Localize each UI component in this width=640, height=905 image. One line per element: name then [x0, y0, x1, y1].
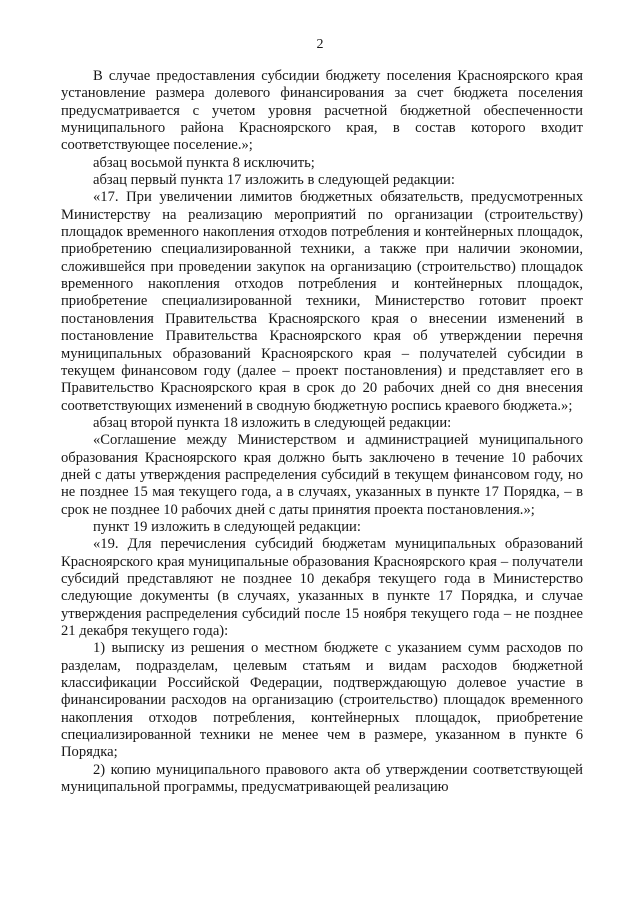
paragraph-subsidy-settlement: В случае предоставления субсидии бюджету поселения Красноярского края установление размера долевого финансирования за счет бюджета поселения предусматривается с учетом уровня расчетной бюджетной обеспеченности муниципального района Красноярского края, в состав которого входит соответствующее поселение.»; — [61, 68, 583, 154]
paragraph-item-19-text: «19. Для перечисления субсидий бюджетам муниципальных образований Красноярского края муниципальные образования Красноярского края – получатели субсидий представляют не позднее 10 декабря текущего года в Министерство следующие документы (в случаях, указанных в пункте 17 Порядка, и случае утверждения распределения субсидий после 15 ноября текущего года – не позднее 21 декабря текущего года): — [61, 536, 583, 639]
paragraph-item-18-intro: абзац второй пункта 18 изложить в следующей редакции: — [93, 414, 452, 431]
paragraph-item-8-exclude: абзац восьмой пункта 8 исключить; — [93, 154, 315, 171]
paragraph-subitem-1: 1) выписку из решения о местном бюджете с указанием сумм расходов по разделам, подразделам, целевым статьям и видам расходов бюджетной классификации Российской Федерации, подтверждающую долевое участие в финансировании расходов на организацию (строительство) площадок временного накопления отходов потребления, контейнерных площадок, приобретение специализированной техники не менее чем в размере, указанном в пункте 6 Порядка; — [61, 640, 583, 761]
page-number: 2 — [316, 37, 324, 52]
paragraph-subitem-2: 2) копию муниципального правового акта об утверждении соответствующей муниципальной программы, предусматривающей реализацию — [61, 761, 583, 796]
paragraph-item-17-text: «17. При увеличении лимитов бюджетных обязательств, предусмотренных Министерству на реализацию мероприятий по организации (строительству) площадок временного накопления отходов потребления и контейнерных площадок, приобретению специализированной техники, а также при наличии экономии, сложившейся при проведении закупок на организацию (строительство) площадок временного накопления отходов потребления и контейнерных площадок, приобретение специализированной техники, Министерство готовит проект постановления Правительства Красноярского края о внесении изменений в постановление Правительства Красноярского края об утверждении перечня муниципальных образований Красноярского края – получателей субсидии в текущем финансовом году (далее – проект постановления) и представляет его в Правительство Красноярского края в срок до 20 рабочих дней со дня внесения соответствующих изменений в сводную бюджетную роспись краевого бюджета.»; — [61, 189, 583, 414]
document-body — [61, 68, 583, 796]
paragraph-item-17-intro: абзац первый пункта 17 изложить в следующей редакции: — [93, 172, 455, 189]
paragraph-item-18-text: «Соглашение между Министерством и администрацией муниципального образования Красноярского края должно быть заключено в течение 10 рабочих дней с даты утверждения распределения субсидий в текущем финансовом году, но не позднее 15 мая текущего года, а в случаях, указанных в пункте 17 Порядка, – в срок не позднее 10 рабочих дней с даты принятия проекта постановления.»; — [61, 432, 583, 518]
paragraph-item-19-intro: пункт 19 изложить в следующей редакции: — [93, 518, 361, 535]
